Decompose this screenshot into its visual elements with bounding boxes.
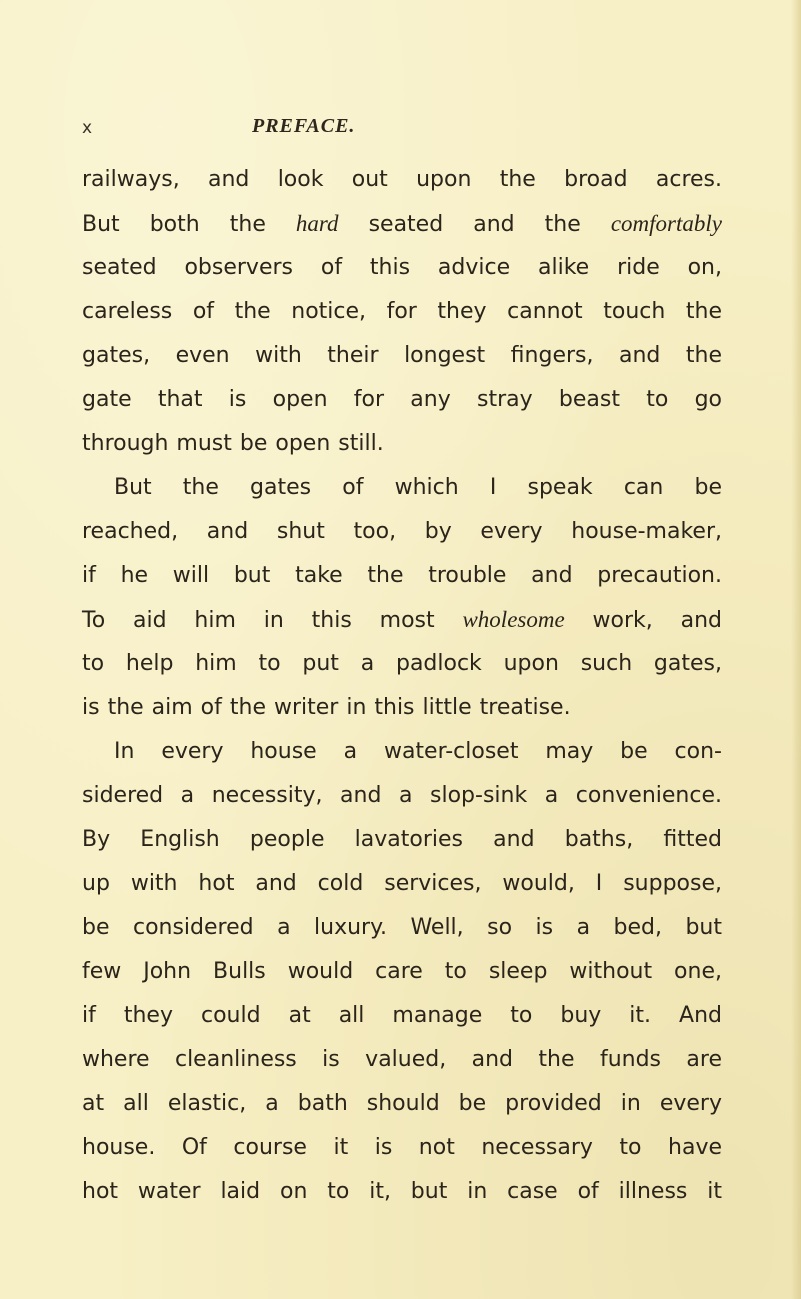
text-line: hot water laid on to it, but in case of illness it [82,1179,722,1204]
text-line: few John Bulls would care to sleep without one, [82,959,722,984]
text-line: sidered a necessity, and a slop-sink a convenience. [82,783,722,808]
text-line: gate that is open for any stray beast to go [82,387,722,412]
text-line: railways, and look out upon the broad acres. [82,167,722,192]
text-line: But both the hard seated and the comfortably [82,211,722,237]
text-line: if they could at all manage to buy it. And [82,1003,722,1028]
page-header [82,115,722,142]
italic-word: comfortably [610,211,722,236]
text-line: at all elastic, a bath should be provided in every [82,1091,722,1116]
body-text [82,158,722,1214]
text-line: reached, and shut too, by every house-maker, [82,519,722,544]
text-line: up with hot and cold services, would, I suppose, [82,871,722,896]
text-line: is the aim of the writer in this little treatise. [82,695,571,720]
italic-word: hard [295,211,339,236]
text-line: house. Of course it is not necessary to have [82,1135,722,1160]
page-number: x [82,118,93,138]
page-edge-shadow [791,0,801,1299]
running-head: PREFACE. [252,115,356,137]
text-line: gates, even with their longest fingers, and the [82,343,722,368]
text-line: To aid him in this most wholesome work, and [82,607,723,633]
text-line: careless of the notice, for they cannot touch the [82,299,722,324]
text-line: through must be open still. [82,431,384,456]
italic-word: wholesome [462,607,565,632]
text-line: where cleanliness is valued, and the funds are [82,1047,722,1072]
text-line: seated observers of this advice alike ride on, [82,255,722,280]
text-line: By English people lavatories and baths, fitted [82,827,722,852]
text-line: to help him to put a padlock upon such gates, [82,651,722,676]
text-line: But the gates of which I speak can be [114,475,722,500]
text-line: be considered a luxury. Well, so is a bed, but [82,915,722,940]
text-line: if he will but take the trouble and precaution. [82,563,722,588]
text-line: In every house a water-closet may be con- [114,739,722,764]
